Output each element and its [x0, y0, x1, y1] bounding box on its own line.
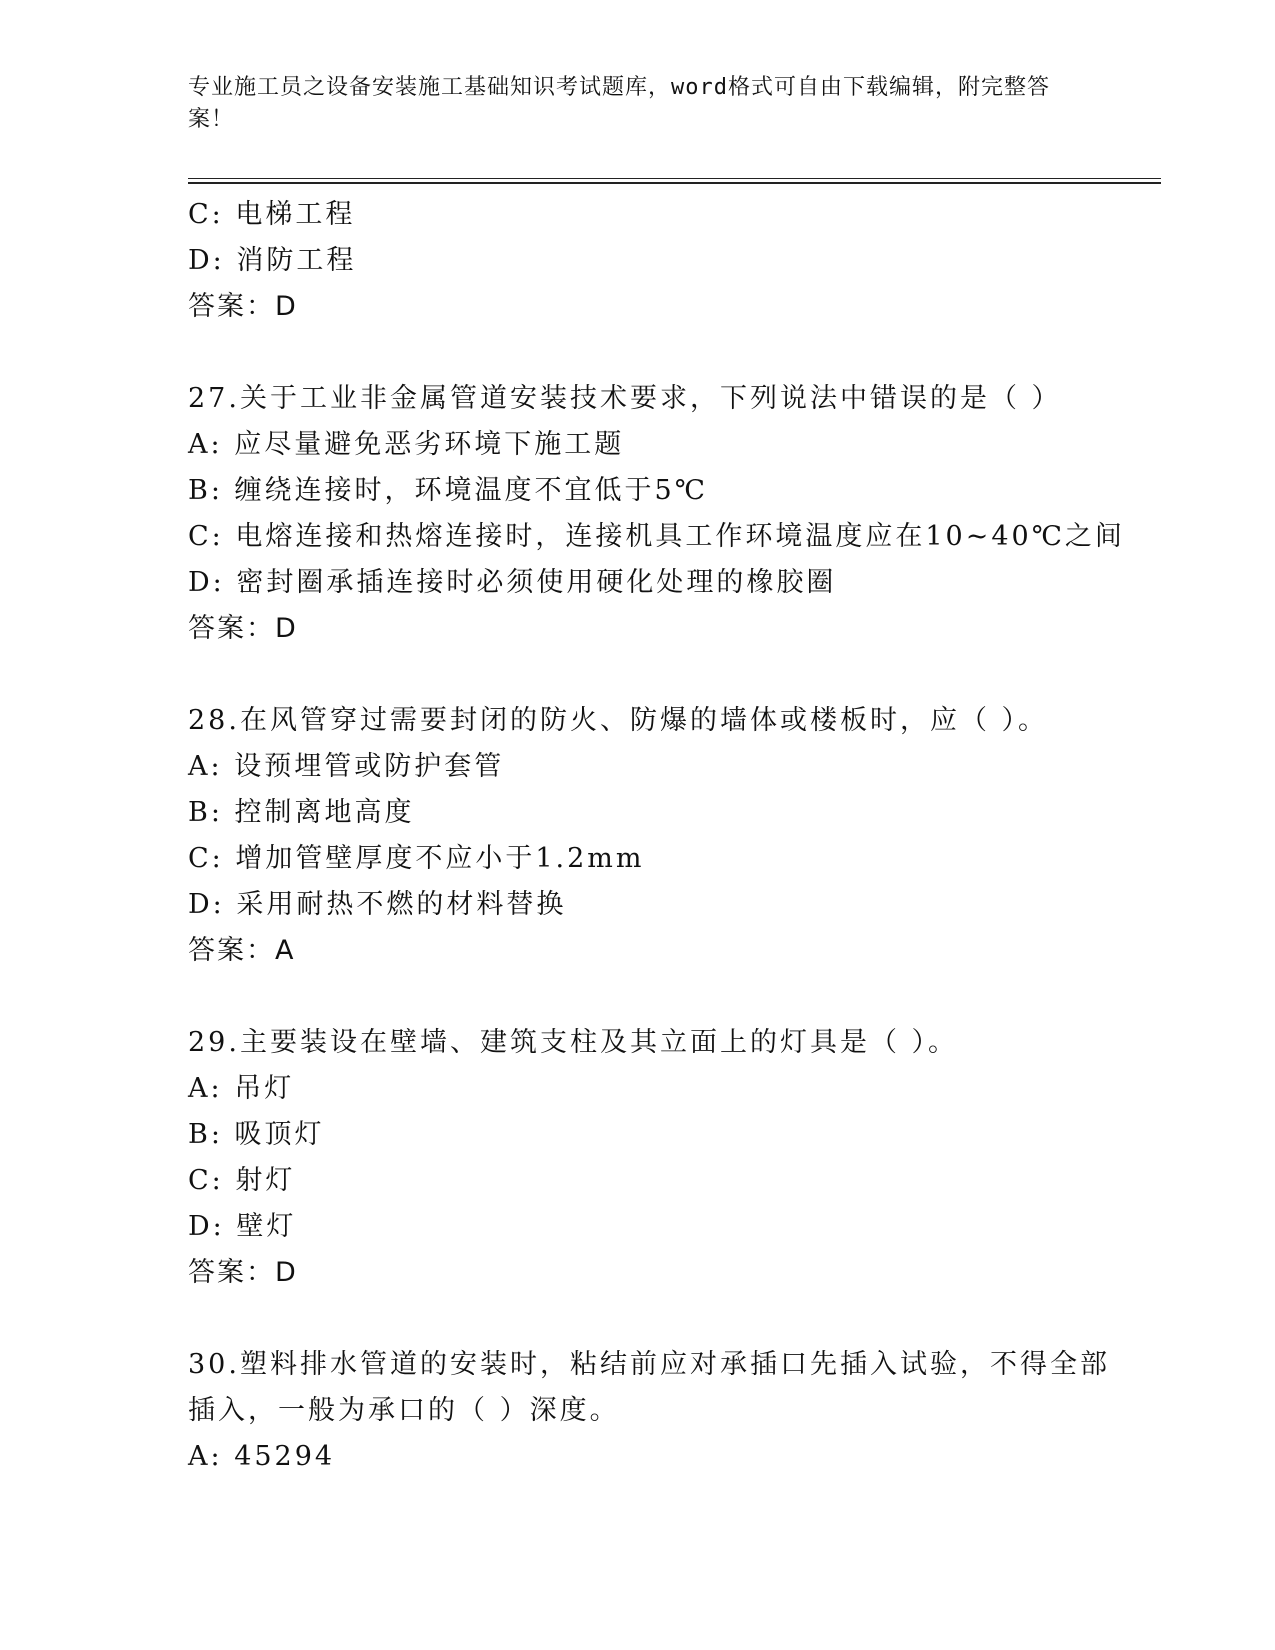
- option-d: D: 采用耐热不燃的材料替换: [188, 889, 567, 920]
- option-c: C: 电梯工程: [188, 199, 356, 230]
- spacer: [188, 974, 1118, 1020]
- answer: 答案：D: [188, 1257, 298, 1288]
- answer: 答案：D: [188, 291, 298, 322]
- page-header: 专业施工员之设备安装施工基础知识考试题库，word格式可自由下载编辑，附完整答案！: [188, 75, 1050, 132]
- question-28: [188, 698, 1118, 974]
- spacer: [188, 330, 1118, 376]
- option-c: C: 射灯: [188, 1165, 296, 1196]
- option-a: A: 45294: [188, 1441, 336, 1472]
- option-d: D: 消防工程: [188, 245, 357, 276]
- question-30: [188, 1342, 1118, 1480]
- question-stem-line-1: 30.塑料排水管道的安装时，粘结前应对承插口先插入试验，不得全部: [188, 1349, 1110, 1380]
- question-27: [188, 376, 1125, 652]
- question-list: [188, 192, 1125, 1480]
- option-a: A: 吊灯: [188, 1073, 295, 1104]
- option-b: B: 缠绕连接时，环境温度不宜低于5℃: [188, 475, 708, 506]
- question-stem: 29.主要装设在壁墙、建筑支柱及其立面上的灯具是（ ）。: [188, 1027, 959, 1058]
- question-stem: 28.在风管穿过需要封闭的防火、防爆的墙体或楼板时，应（ ）。: [188, 705, 1049, 736]
- option-b: B: 吸顶灯: [188, 1119, 325, 1150]
- option-c: C: 增加管壁厚度不应小于1.2mm: [188, 843, 645, 874]
- option-d: D: 壁灯: [188, 1211, 297, 1242]
- spacer: [188, 652, 1118, 698]
- answer: 答案：A: [188, 935, 296, 966]
- spacer: [188, 1296, 1118, 1342]
- question-stem-line-2: 插入，一般为承口的（ ）深度。: [188, 1395, 620, 1426]
- option-a: A: 应尽量避免恶劣环境下施工题: [188, 429, 625, 460]
- answer: 答案：D: [188, 613, 298, 644]
- question-29: [188, 1020, 1118, 1296]
- option-a: A: 设预埋管或防护套管: [188, 751, 505, 782]
- header-divider-thin: [188, 178, 1161, 179]
- option-d: D: 密封圈承插连接时必须使用硬化处理的橡胶圈: [188, 567, 837, 598]
- question-stem: 27.关于工业非金属管道安装技术要求，下列说法中错误的是（ ）: [188, 383, 1062, 414]
- question-prev: [188, 192, 1118, 330]
- header-divider-thick: [188, 182, 1161, 184]
- option-c: C: 电熔连接和热熔连接时，连接机具工作环境温度应在10~40℃之间: [188, 521, 1125, 552]
- option-b: B: 控制离地高度: [188, 797, 415, 828]
